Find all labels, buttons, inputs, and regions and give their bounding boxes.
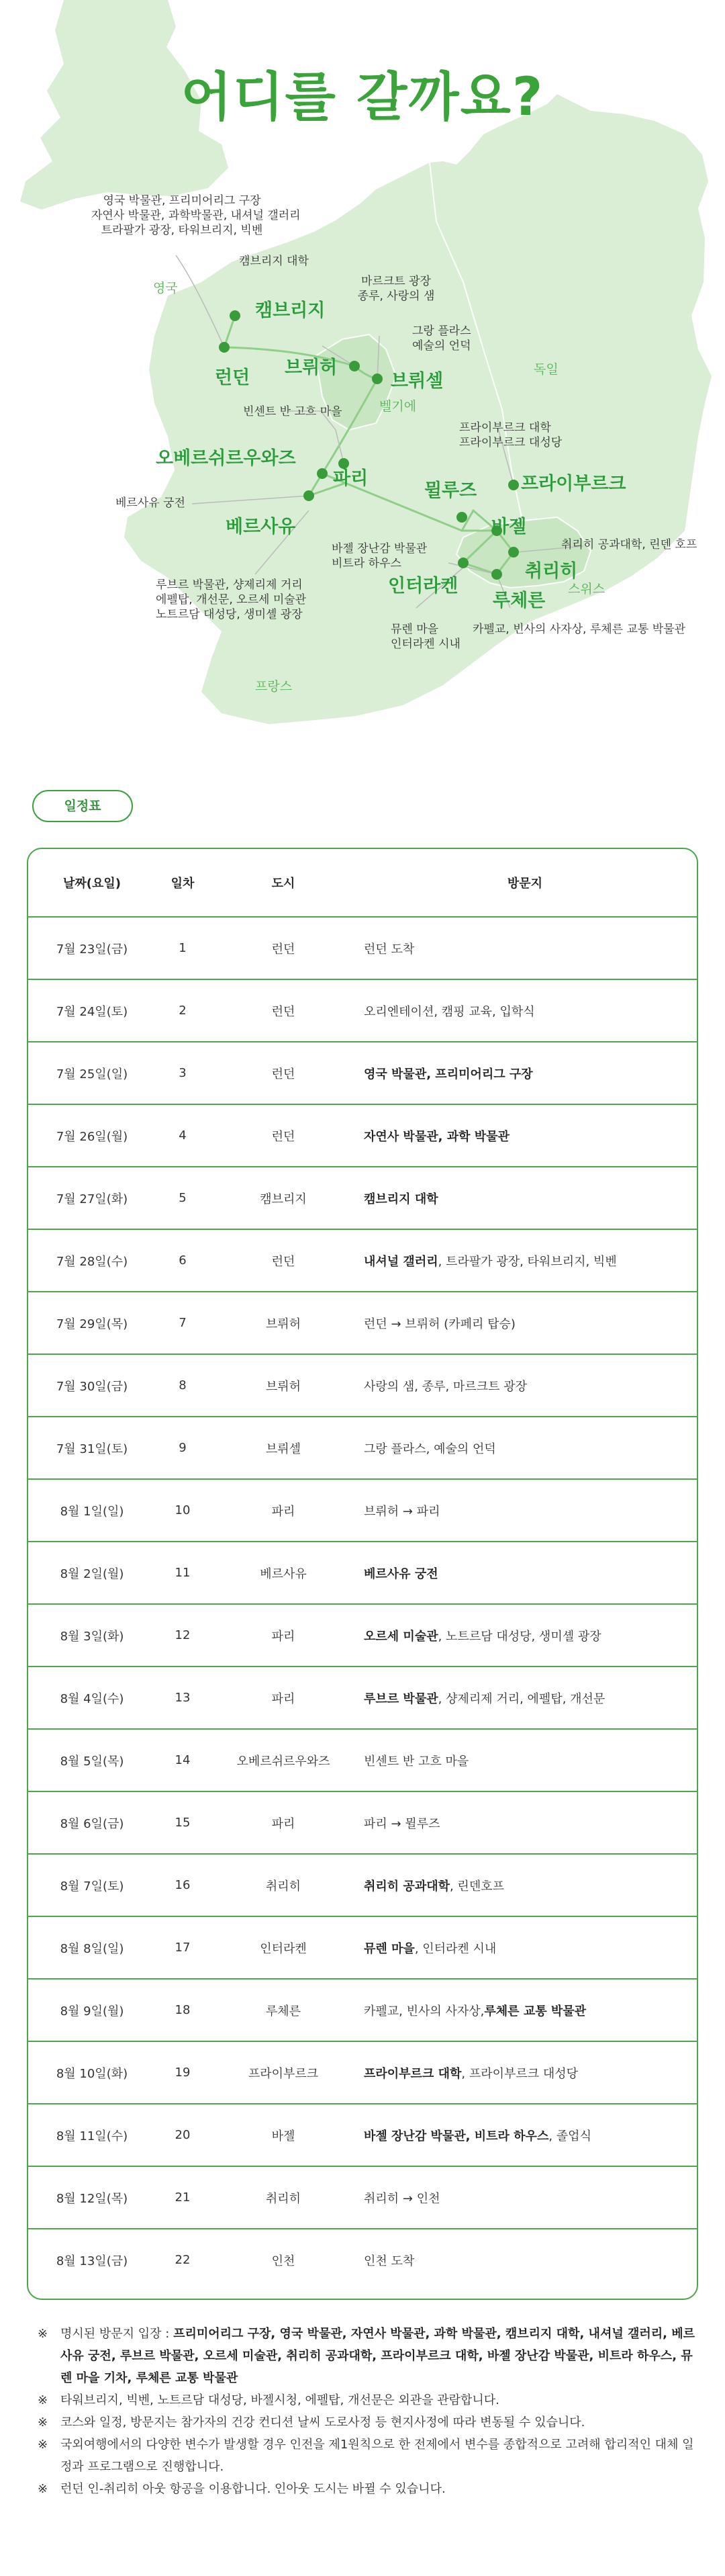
row-visit-text: , 졸업식 (548, 2129, 591, 2143)
row-visit-text: 빈센트 반 고흐 마을 (364, 1754, 469, 1769)
table-header (28, 849, 697, 916)
row-city: 브뤼셀 (265, 1441, 301, 1456)
row-date: 8월 2일(월) (60, 1566, 124, 1581)
row-date: 8월 4일(수) (60, 1691, 124, 1706)
row-day: 15 (175, 1816, 191, 1830)
schedule-table (27, 848, 698, 2300)
row-visit-highlight: 뮤렌 마을 (364, 1941, 415, 1956)
map-note-line: 예술의 언덕 (412, 339, 471, 353)
row-day: 11 (175, 1566, 191, 1580)
row-visit-text: 파리 → 뮐루즈 (364, 1816, 440, 1831)
note-entry-change (38, 2411, 698, 2434)
map-note-line: 영국 박물관, 프리미어리그 구장 (103, 194, 261, 208)
row-visit (364, 1980, 686, 2041)
note-text: 런던 인-취리히 아웃 항공을 이용합니다. 인아웃 도시는 바뀔 수 있습니다. (60, 2482, 446, 2496)
row-day: 5 (179, 1191, 187, 1205)
row-visit-text: 그랑 플라스, 예술의 언덕 (364, 1441, 496, 1456)
row-day: 19 (175, 2066, 191, 2080)
row-day: 18 (175, 2003, 191, 2017)
city-label-brussels: 브뤼셀 (391, 371, 444, 392)
row-date: 7월 28일(수) (56, 1254, 128, 1269)
row-date: 8월 1일(일) (60, 1504, 124, 1519)
table-row (28, 1541, 697, 1603)
table-row (28, 1353, 697, 1416)
note-mark: ※ (38, 2482, 48, 2496)
row-city: 취리히 (265, 2191, 301, 2206)
row-date: 7월 29일(목) (56, 1317, 128, 1331)
city-label-paris: 파리 (333, 468, 369, 489)
row-day: 12 (175, 1628, 191, 1642)
row-visit-text: , 샹제리제 거리, 에펠탑, 개선문 (438, 1691, 606, 1706)
row-city: 캠브리지 (260, 1192, 307, 1206)
row-visit-text: , 트라팔가 광장, 타워브리지, 빅벤 (438, 1254, 617, 1269)
map-note-interlaken (391, 622, 461, 652)
map-note-line: 뮤렌 마을 (391, 623, 439, 636)
row-day: 1 (179, 941, 187, 955)
row-visit-text: 브뤼허 → 파리 (364, 1504, 440, 1519)
table-row (28, 1791, 697, 1853)
city-label-interlaken: 인터라켄 (388, 576, 458, 596)
row-date: 8월 12일(목) (56, 2191, 128, 2206)
table-row (28, 2041, 697, 2103)
row-day: 3 (179, 1066, 187, 1080)
table-row (28, 1666, 697, 1728)
row-day: 10 (175, 1503, 191, 1517)
header-day: 일차 (171, 877, 195, 891)
row-date: 7월 24일(토) (56, 1004, 128, 1019)
header-visit: 방문지 (507, 877, 543, 891)
city-label-lucerne: 루체른 (493, 590, 546, 611)
row-visit (364, 1480, 686, 1541)
city-label-basel: 바젤 (491, 517, 527, 537)
row-day: 13 (175, 1691, 191, 1705)
note-entry-safety (38, 2434, 698, 2478)
row-visit-highlight: 오르세 미술관 (364, 1629, 438, 1644)
row-visit-highlight: 루브르 박물관 (364, 1691, 438, 1706)
row-day: 9 (179, 1441, 187, 1455)
row-date: 7월 31일(토) (56, 1441, 128, 1456)
table-row (28, 1166, 697, 1229)
map-note-line: 마르크트 광장 (361, 275, 431, 288)
map-note-freiburg (459, 420, 562, 450)
country-label-uk: 영국 (153, 281, 178, 296)
row-day: 8 (179, 1378, 187, 1392)
note-mark: ※ (38, 2327, 48, 2341)
map-note-bruges (356, 274, 436, 304)
row-day: 2 (179, 1004, 187, 1018)
row-city: 런던 (271, 1067, 295, 1081)
map-note-brussels (412, 324, 471, 353)
note-prefix: 명시된 방문지 입장 : (60, 2327, 174, 2341)
map-note-zurich: 취리히 공과대학, 린덴 호프 (561, 538, 697, 551)
row-city: 바젤 (271, 2129, 295, 2143)
map-note-line: 루브르 박물관, 샹제리제 거리 (156, 578, 303, 592)
schedule-tag: 일정표 (32, 790, 133, 822)
row-visit (364, 1355, 686, 1416)
row-visit-text: , 프라이부르크 대성당 (461, 2066, 579, 2081)
row-day: 14 (175, 1753, 191, 1767)
row-date: 7월 23일(금) (56, 942, 128, 957)
note-text: 타워브리지, 빅벤, 노트르담 대성당, 바젤시청, 에펠탑, 개선문은 외관을 관람합니다. (60, 2393, 499, 2407)
map-note-line: 그랑 플라스 (412, 324, 471, 338)
row-visit (364, 1667, 686, 1728)
note-entry-admission (38, 2323, 698, 2389)
map-note-line: 종루, 사랑의 샘 (357, 290, 435, 303)
row-city: 파리 (271, 1816, 295, 1831)
note-mark: ※ (38, 2415, 48, 2430)
table-row (28, 2166, 697, 2228)
city-label-cambridge: 캠브리지 (255, 300, 326, 321)
row-visit-highlight: 자연사 박물관, 과학 박물관 (364, 1129, 510, 1144)
table-row (28, 1853, 697, 1916)
row-visit-highlight: 프라이부르크 대학 (364, 2066, 462, 2081)
row-visit (364, 2042, 686, 2103)
row-visit-text: 런던 도착 (364, 942, 415, 957)
map-note-cambridge: 캠브리지 대학 (239, 255, 309, 268)
row-visit-text: 인천 도착 (364, 2254, 415, 2268)
row-visit (364, 980, 686, 1041)
row-date: 8월 5일(목) (60, 1754, 124, 1769)
row-visit-text: , 노트르담 대성당, 생미셸 광장 (438, 1629, 601, 1644)
row-visit (364, 1730, 686, 1791)
note-mark: ※ (38, 2393, 48, 2407)
city-label-bruges: 브뤼허 (285, 357, 338, 378)
row-city: 인천 (271, 2254, 295, 2268)
city-label-versailles: 베르사유 (226, 517, 296, 537)
note-entry-flight (38, 2478, 698, 2500)
row-visit (364, 1105, 686, 1166)
row-day: 6 (179, 1253, 187, 1268)
table-row (28, 916, 697, 979)
table-row (28, 1229, 697, 1291)
row-day: 16 (175, 1878, 191, 1892)
map-note-auvers: 빈센트 반 고흐 마을 (243, 405, 342, 418)
map-note-london (91, 193, 301, 238)
row-visit-text: 오리엔테이션, 캠핑 교육, 입학식 (364, 1004, 535, 1019)
route-map (0, 0, 725, 732)
row-visit-highlight: 캠브리지 대학 (364, 1192, 438, 1206)
row-city: 런던 (271, 1254, 295, 1269)
row-visit-highlight: 루체른 교통 박물관 (484, 2004, 587, 2018)
row-visit (364, 1167, 686, 1229)
row-date: 7월 25일(일) (56, 1067, 128, 1081)
row-visit-highlight: 내셔널 갤러리 (364, 1254, 438, 1269)
row-city: 오베르쉬르우와즈 (236, 1754, 330, 1769)
row-visit-text: 사랑의 샘, 종루, 마르크트 광장 (364, 1379, 527, 1394)
row-visit-text: 취리히 → 인천 (364, 2191, 440, 2206)
country-label-switzerland: 스위스 (568, 582, 606, 596)
notes (38, 2323, 698, 2500)
table-row (28, 2103, 697, 2166)
row-day: 20 (175, 2128, 191, 2142)
row-date: 8월 6일(금) (60, 1816, 124, 1831)
row-date: 8월 9일(월) (60, 2004, 124, 2018)
note-mark: ※ (38, 2438, 48, 2452)
page-title: 어디를 갈까요? (181, 67, 544, 128)
country-label-belgium: 벨기에 (379, 399, 417, 414)
city-label-zurich: 취리히 (525, 561, 578, 582)
table-row (28, 1916, 697, 1978)
map-note-basel (332, 541, 427, 571)
row-visit-highlight: 영국 박물관, 프리미어리그 구장 (364, 1067, 533, 1081)
row-date: 8월 10일(화) (56, 2066, 128, 2081)
city-label-auvers: 오베르쉬르우와즈 (156, 448, 296, 469)
city-label-freiburg: 프라이부르크 (521, 474, 626, 494)
row-city: 런던 (271, 942, 295, 957)
row-day: 22 (175, 2253, 191, 2267)
row-date: 8월 8일(일) (60, 1941, 124, 1956)
row-visit (364, 2167, 686, 2228)
note-text: 국외여행에서의 다양한 변수가 발생할 경우 인전을 제1원칙으로 한 전제에서 변수를 종합적으로 고려해 합리적인 대체 일정과 프로그램으로 진행합니다. (60, 2438, 694, 2474)
row-city: 취리히 (265, 1879, 301, 1894)
row-city: 파리 (271, 1691, 295, 1706)
row-visit-highlight: 취리히 공과대학 (364, 1879, 450, 1894)
note-text: 코스와 일정, 방문지는 참가자의 건강 컨디션 날씨 도로사정 등 현지사정에 따라 변동될 수 있습니다. (60, 2415, 585, 2430)
country-label-germany: 독일 (534, 362, 559, 377)
map-note-line: 프라이부르크 대성당 (459, 436, 563, 449)
row-day: 4 (179, 1128, 187, 1143)
map-note-line: 인터라켄 시내 (391, 637, 461, 651)
row-visit (364, 1605, 686, 1666)
note-admission-list: 프리미어리그 구장, 영국 박물관, 자연사 박물관, 과학 박물관, 캠브리지 대학, 내셔널 갤러리, 베르사유 궁전, 루브르 박물관, 오르세 미술관, 취리히 공과대학, 프라이부르크 대학, 바젤 장난감 박물관, 비트라 하우스, 뮤렌 마을 기차, 루체른 교통 박물관 (60, 2327, 695, 2385)
country-label-france: 프랑스 (255, 679, 293, 694)
table-row (28, 1104, 697, 1166)
map-note-line: 프라이부르크 대학 (459, 421, 551, 435)
row-date: 8월 3일(화) (60, 1629, 124, 1644)
row-visit (364, 2104, 686, 2166)
row-city: 브뤼허 (265, 1317, 301, 1331)
map-note-lucerne: 카펠교, 빈사의 사자상, 루체른 교통 박물관 (473, 623, 686, 636)
row-visit (364, 2229, 686, 2291)
map-note-line: 비트라 하우스 (332, 557, 401, 570)
row-date: 7월 26일(월) (56, 1129, 128, 1144)
header-date: 날짜(요일) (62, 877, 121, 891)
row-visit (364, 1792, 686, 1853)
row-date: 7월 30일(금) (56, 1379, 128, 1394)
table-row (28, 1041, 697, 1104)
map-note-line: 바젤 장난감 박물관 (332, 542, 428, 556)
row-visit-text: , 인터라켄 시내 (414, 1941, 497, 1956)
row-date: 8월 7일(토) (60, 1879, 124, 1894)
row-visit-text: 런던 → 브뤼허 (카페리 탑승) (364, 1317, 516, 1331)
city-label-mulhouse: 뮐루즈 (424, 480, 477, 501)
row-city: 프라이부르크 (248, 2066, 319, 2081)
map-note-line: 에펠탑, 개선문, 오르세 미술관 (156, 593, 307, 607)
row-city: 인터라켄 (260, 1941, 307, 1956)
row-day: 7 (179, 1316, 187, 1330)
row-visit-text: 카펠교, 빈사의 사자상, (364, 2004, 485, 2018)
map-note-line: 노트르담 대성당, 생미셸 광장 (156, 608, 303, 621)
row-visit (364, 1417, 686, 1478)
row-visit (364, 1917, 686, 1978)
row-city: 루체른 (265, 2004, 301, 2018)
table-row (28, 1416, 697, 1478)
row-date: 7월 27일(화) (56, 1192, 128, 1206)
table-row (28, 979, 697, 1041)
row-visit (364, 1230, 686, 1291)
row-city: 런던 (271, 1004, 295, 1019)
row-visit (364, 1292, 686, 1353)
row-visit (364, 1855, 686, 1916)
row-visit-text: , 린덴호프 (449, 1879, 504, 1894)
row-visit (364, 1042, 686, 1104)
row-visit (364, 918, 686, 979)
table-row (28, 1478, 697, 1541)
row-visit-highlight: 베르사유 궁전 (364, 1566, 438, 1581)
table-row (28, 1978, 697, 2041)
row-city: 파리 (271, 1629, 295, 1644)
map-note-versailles: 베르사유 궁전 (115, 496, 185, 510)
city-label-london: 런던 (215, 367, 250, 388)
row-visit (364, 1542, 686, 1603)
map-note-line: 자연사 박물관, 과학박물관, 내셔널 갤러리 (91, 209, 301, 222)
map-note-line: 트라팔가 광장, 타워브리지, 빅벤 (101, 224, 263, 237)
row-city: 브뤼허 (265, 1379, 301, 1394)
table-row (28, 1291, 697, 1353)
header-city: 도시 (271, 877, 295, 891)
table-row (28, 1603, 697, 1666)
row-visit-highlight: 바젤 장난감 박물관, 비트라 하우스 (364, 2129, 549, 2143)
row-day: 17 (175, 1941, 191, 1955)
row-date: 8월 13일(금) (56, 2254, 128, 2268)
row-city: 런던 (271, 1129, 295, 1144)
row-date: 8월 11일(수) (56, 2129, 128, 2143)
row-city: 파리 (271, 1504, 295, 1519)
row-day: 21 (175, 2190, 191, 2205)
note-entry-exterior (38, 2389, 698, 2411)
table-row (28, 2228, 697, 2291)
row-city: 베르사유 (260, 1566, 307, 1581)
map-note-paris (156, 578, 306, 622)
table-row (28, 1728, 697, 1791)
